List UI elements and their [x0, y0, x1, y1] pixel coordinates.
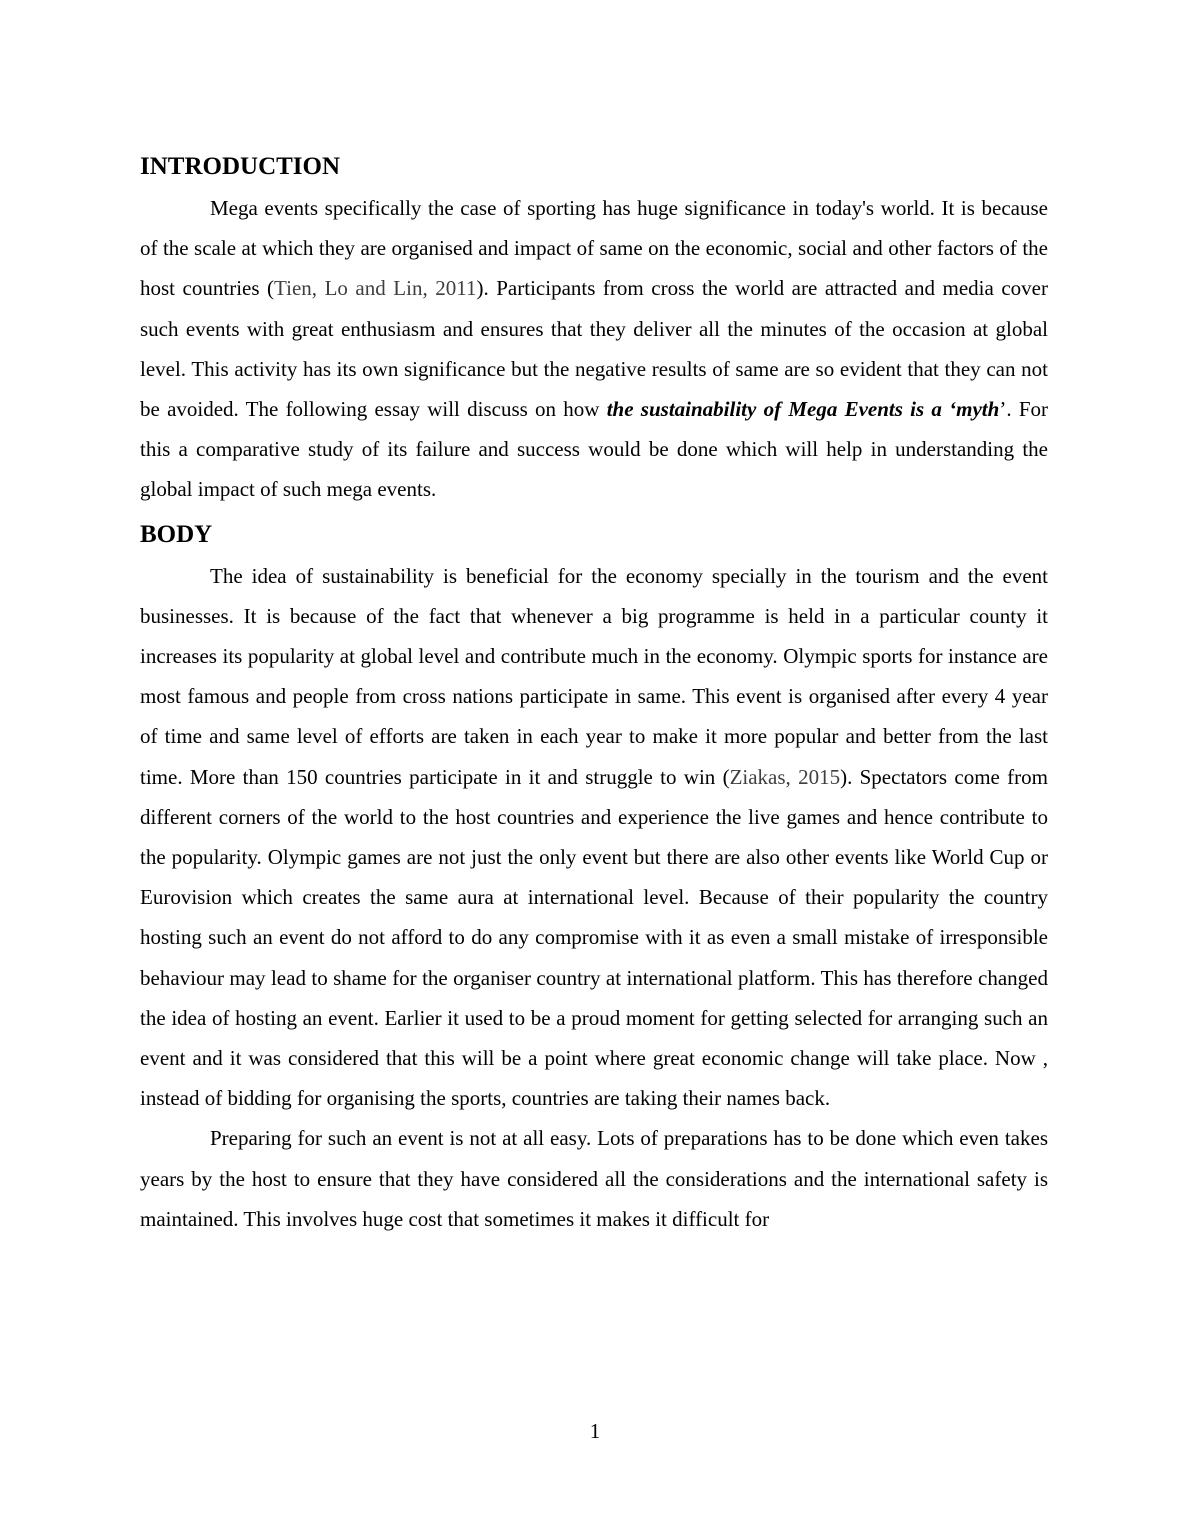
thesis-emphasis: the sustainability of Mega Events is a ‘myth — [606, 397, 1000, 422]
intro-text-2: ). Participants from cross the world are attracted and media cover such events with great enthusiasm and ensures that they deliver all the minutes of the occasion at global level. This activity has its own significance but the negative results of same are so evident that they can not be avoided. The following essay will discuss on how — [140, 276, 1048, 422]
body-text-2: ). Spectators come from different corners of the world to the host countries and experience the live games and hence contribute to the popularity. Olympic games are not just the only event but there are also other events like World Cup or Eurovision which creates the same aura at international level. Because of their popularity the country hosting such an event do not afford to do any compromise with it as even a small mistake of irresponsible behaviour may lead to shame for the organiser country at international platform. This has therefore changed the idea of hosting an event. Earlier it used to be a proud moment for getting selected for arranging such an event and it was considered that this will be a point where great economic change will take place. Now , instead of bidding for organising the sports, countries are taking their names back. — [140, 764, 1048, 1111]
citation-ziakas: Ziakas, 2015 — [729, 764, 841, 789]
introduction-paragraph — [140, 188, 1048, 510]
body-text-3: Preparing for such an event is not at all easy. Lots of preparations has to be done which even takes years by the host to ensure that they have considered all the considerations and the international safety is maintained. This involves huge cost that sometimes it makes it difficult for — [140, 1126, 1048, 1231]
body-paragraph-1 — [140, 556, 1048, 1119]
intro-text-1: Mega events specifically the case of sporting has huge significance in today's world. It is because of the scale at which they are organised and impact of same on the economic, social and other factors of the host countries ( — [140, 196, 1048, 301]
body-paragraph-2 — [140, 1118, 1048, 1239]
intro-text-3: ’. For this a comparative study of its failure and success would be done which will help in understanding the global impact of such mega events. — [140, 397, 1048, 502]
body-text-1: The idea of sustainability is beneficial for the economy specially in the tourism and the event businesses. It is because of the fact that whenever a big programme is held in a particular county it increases its popularity at global level and contribute much in the economy. Olympic sports for instance are most famous and people from cross nations participate in same. This event is organised after every 4 year of time and same level of efforts are taken in each year to make it more popular and better from the last time. More than 150 countries participate in it and struggle to win ( — [140, 563, 1048, 789]
citation-tien-lo-lin: Tien, Lo and Lin, 2011 — [274, 276, 477, 301]
page-content — [140, 148, 1048, 1239]
introduction-heading: INTRODUCTION — [140, 153, 341, 180]
body-heading: BODY — [140, 520, 213, 548]
page-number: 1 — [589, 1419, 601, 1443]
